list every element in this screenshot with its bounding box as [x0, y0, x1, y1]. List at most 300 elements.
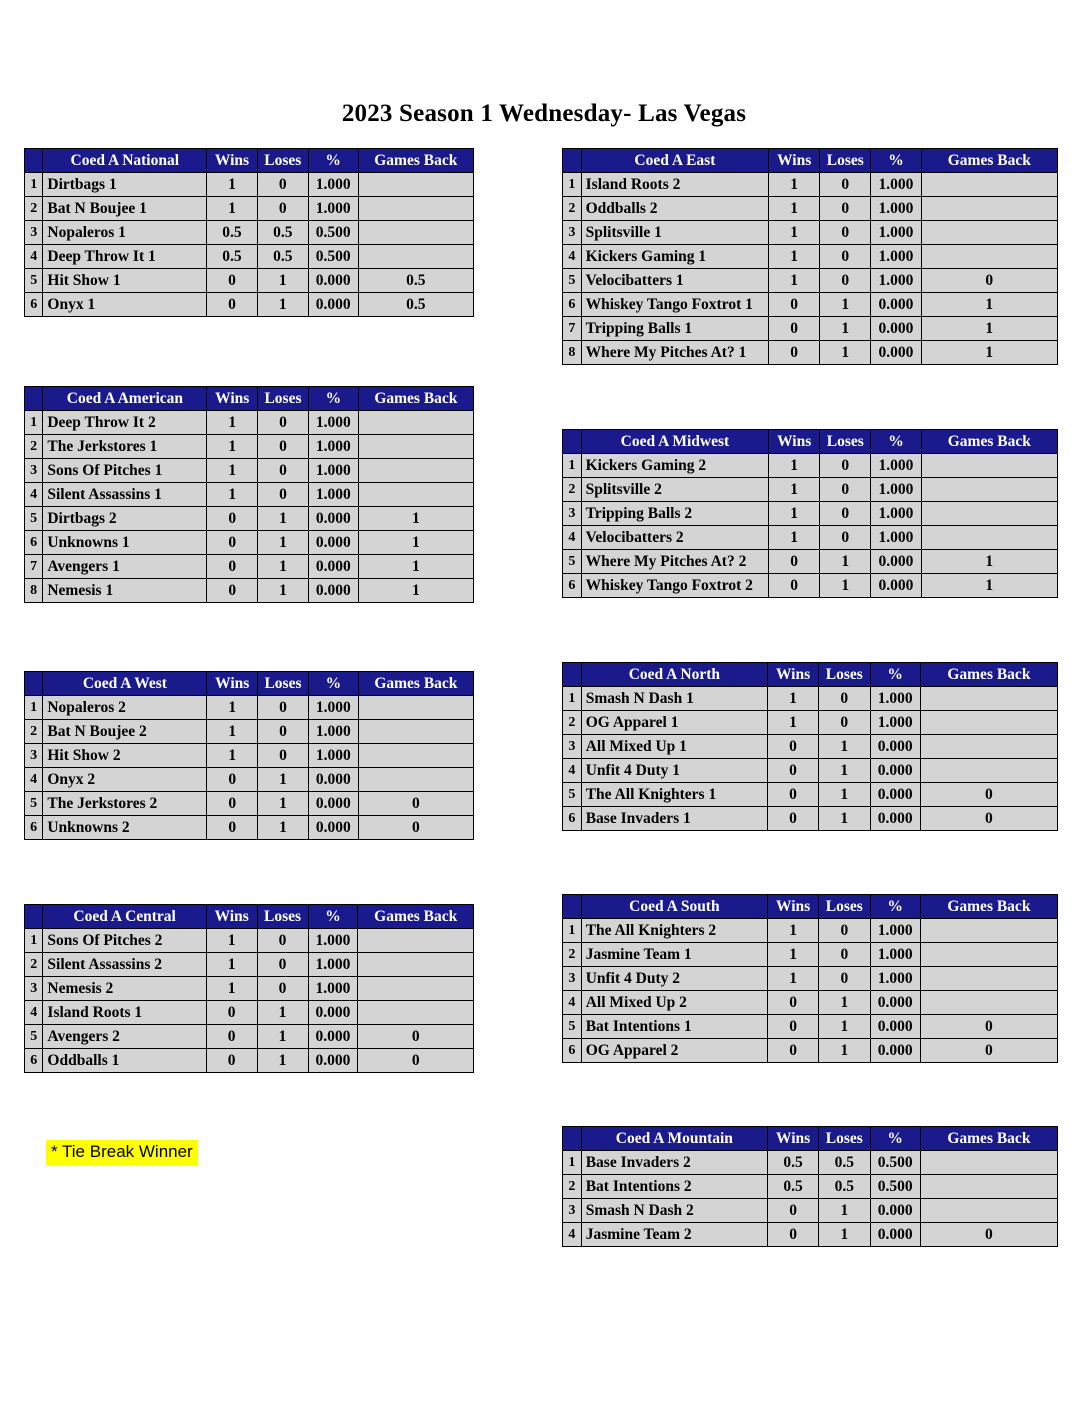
- table-row: [25, 483, 474, 507]
- table-row: [25, 555, 474, 579]
- row-rank: 3: [563, 967, 582, 991]
- wins-value: 0: [207, 507, 258, 531]
- rank-header: [25, 672, 43, 696]
- team-name: Bat Intentions 2: [581, 1175, 767, 1199]
- pct-header: %: [308, 905, 358, 929]
- pct-value: 1.000: [308, 977, 358, 1001]
- team-name: Smash N Dash 2: [581, 1199, 767, 1223]
- table-row: [563, 1223, 1058, 1247]
- row-rank: 5: [25, 1025, 43, 1049]
- pct-value: 0.000: [870, 735, 920, 759]
- pct-value: 1.000: [308, 744, 358, 768]
- team-name: Avengers 2: [43, 1025, 206, 1049]
- table-header-row: [25, 149, 474, 173]
- wins-header: Wins: [768, 663, 819, 687]
- standings-table-block: [562, 1126, 1058, 1247]
- row-rank: 2: [563, 943, 582, 967]
- wins-value: 1: [206, 977, 257, 1001]
- wins-value: 1: [207, 483, 258, 507]
- division-title: Coed A Midwest: [581, 430, 769, 454]
- standings-table: [562, 662, 1058, 831]
- wins-value: 1: [207, 720, 258, 744]
- standings-table: [562, 894, 1058, 1063]
- row-rank: 5: [25, 792, 43, 816]
- pct-header: %: [871, 430, 921, 454]
- row-rank: 4: [563, 991, 582, 1015]
- row-rank: 2: [563, 711, 582, 735]
- table-row: [563, 197, 1058, 221]
- wins-value: 0: [768, 1015, 819, 1039]
- pct-value: 0.000: [870, 1015, 920, 1039]
- wins-value: 1: [207, 435, 258, 459]
- wins-value: 1: [769, 173, 820, 197]
- pct-value: 1.000: [871, 197, 921, 221]
- table-row: [563, 687, 1058, 711]
- row-rank: 8: [25, 579, 43, 603]
- standings-table: [562, 1126, 1058, 1247]
- rank-header: [563, 1127, 582, 1151]
- loses-value: 1: [258, 792, 309, 816]
- loses-value: 1: [819, 807, 870, 831]
- loses-value: 1: [819, 1199, 870, 1223]
- wins-value: 0: [769, 317, 820, 341]
- table-header-row: [563, 149, 1058, 173]
- loses-value: 1: [257, 1025, 308, 1049]
- team-name: Whiskey Tango Foxtrot 1: [581, 293, 769, 317]
- loses-value: 1: [819, 735, 870, 759]
- loses-header: Loses: [257, 905, 308, 929]
- games-back-header: Games Back: [358, 672, 473, 696]
- games-back-value: 0: [358, 1025, 474, 1049]
- pct-value: 0.000: [308, 555, 358, 579]
- wins-value: 1: [769, 526, 820, 550]
- row-rank: 3: [25, 221, 43, 245]
- row-rank: 5: [563, 1015, 582, 1039]
- standings-table-block: [562, 429, 1058, 598]
- row-rank: 5: [25, 269, 43, 293]
- table-header-row: [25, 387, 474, 411]
- team-name: Where My Pitches At? 2: [581, 550, 769, 574]
- wins-value: 0: [769, 341, 820, 365]
- pct-value: 0.000: [308, 768, 358, 792]
- table-row: [25, 953, 474, 977]
- pct-value: 0.000: [308, 531, 358, 555]
- loses-value: 0: [819, 711, 870, 735]
- wins-value: 1: [769, 269, 820, 293]
- games-back-value: 1: [358, 507, 473, 531]
- row-rank: 1: [25, 696, 43, 720]
- wins-header: Wins: [768, 1127, 819, 1151]
- pct-value: 1.000: [871, 173, 921, 197]
- loses-value: 0: [819, 943, 870, 967]
- loses-value: 0: [820, 173, 871, 197]
- pct-value: 1.000: [308, 929, 358, 953]
- wins-value: 0: [207, 579, 258, 603]
- table-row: [563, 967, 1058, 991]
- pct-header: %: [308, 149, 358, 173]
- loses-value: 0: [820, 197, 871, 221]
- games-back-value: [921, 173, 1057, 197]
- rank-header: [563, 895, 582, 919]
- pct-value: 0.000: [308, 1001, 358, 1025]
- team-name: Nemesis 1: [43, 579, 207, 603]
- loses-value: 1: [819, 759, 870, 783]
- team-name: Deep Throw It 1: [43, 245, 207, 269]
- games-back-value: 1: [921, 341, 1057, 365]
- pct-value: 1.000: [870, 711, 920, 735]
- wins-header: Wins: [207, 149, 258, 173]
- games-back-value: [920, 759, 1057, 783]
- team-name: Jasmine Team 1: [581, 943, 767, 967]
- table-row: [563, 1199, 1058, 1223]
- table-row: [563, 991, 1058, 1015]
- rank-header: [563, 149, 582, 173]
- pct-value: 0.500: [870, 1151, 920, 1175]
- loses-value: 0.5: [819, 1151, 870, 1175]
- wins-value: 0: [207, 531, 258, 555]
- loses-value: 0: [258, 696, 309, 720]
- team-name: Onyx 2: [43, 768, 207, 792]
- team-name: Sons Of Pitches 1: [43, 459, 207, 483]
- pct-value: 1.000: [871, 478, 921, 502]
- table-row: [563, 478, 1058, 502]
- games-back-value: 0: [920, 807, 1057, 831]
- rank-header: [25, 149, 43, 173]
- table-row: [25, 173, 474, 197]
- wins-value: 0: [768, 759, 819, 783]
- games-back-value: [920, 919, 1057, 943]
- games-back-value: [358, 977, 474, 1001]
- row-rank: 4: [563, 245, 582, 269]
- team-name: Smash N Dash 1: [581, 687, 767, 711]
- pct-value: 0.000: [308, 507, 358, 531]
- row-rank: 4: [563, 759, 582, 783]
- loses-value: 0: [820, 502, 871, 526]
- wins-value: 1: [768, 919, 819, 943]
- pct-value: 0.000: [870, 1039, 920, 1063]
- row-rank: 2: [563, 1175, 582, 1199]
- team-name: Velocibatters 2: [581, 526, 769, 550]
- loses-value: 1: [820, 317, 871, 341]
- wins-value: 0: [206, 1001, 257, 1025]
- pct-value: 1.000: [871, 454, 921, 478]
- wins-value: 1: [769, 221, 820, 245]
- team-name: Tripping Balls 2: [581, 502, 769, 526]
- loses-value: 0: [820, 221, 871, 245]
- table-row: [25, 269, 474, 293]
- row-rank: 1: [563, 1151, 582, 1175]
- wins-value: 1: [769, 454, 820, 478]
- loses-value: 1: [820, 341, 871, 365]
- loses-value: 1: [820, 293, 871, 317]
- games-back-value: 0: [920, 783, 1057, 807]
- row-rank: 2: [563, 478, 582, 502]
- games-back-value: [358, 953, 474, 977]
- wins-value: 0: [207, 293, 258, 317]
- wins-value: 0: [769, 293, 820, 317]
- games-back-value: [358, 483, 473, 507]
- wins-value: 0: [206, 1049, 257, 1073]
- games-back-value: 1: [921, 574, 1057, 598]
- team-name: Oddballs 1: [43, 1049, 206, 1073]
- row-rank: 6: [25, 293, 43, 317]
- loses-header: Loses: [258, 672, 309, 696]
- games-back-value: [920, 991, 1057, 1015]
- row-rank: 1: [563, 919, 582, 943]
- wins-value: 1: [207, 173, 258, 197]
- pct-value: 1.000: [308, 459, 358, 483]
- loses-header: Loses: [258, 387, 309, 411]
- games-back-value: [921, 478, 1057, 502]
- table-header-row: [563, 895, 1058, 919]
- standings-table: [24, 148, 474, 317]
- row-rank: 6: [563, 574, 582, 598]
- row-rank: 8: [563, 341, 582, 365]
- table-row: [25, 696, 474, 720]
- rank-header: [25, 905, 43, 929]
- games-back-value: [920, 1151, 1057, 1175]
- games-back-value: 0: [920, 1039, 1057, 1063]
- games-back-value: [358, 929, 474, 953]
- pct-value: 0.000: [870, 1199, 920, 1223]
- games-back-header: Games Back: [920, 663, 1057, 687]
- wins-value: 0: [207, 269, 258, 293]
- table-row: [563, 1175, 1058, 1199]
- team-name: Unknowns 2: [43, 816, 207, 840]
- games-back-value: 1: [358, 531, 473, 555]
- team-name: Where My Pitches At? 1: [581, 341, 769, 365]
- team-name: Avengers 1: [43, 555, 207, 579]
- wins-value: 0: [207, 792, 258, 816]
- page-title: 2023 Season 1 Wednesday- Las Vegas: [341, 100, 747, 127]
- standings-table-block: [24, 386, 474, 603]
- row-rank: 4: [563, 1223, 582, 1247]
- team-name: Silent Assassins 2: [43, 953, 206, 977]
- table-header-row: [563, 430, 1058, 454]
- games-back-value: [921, 245, 1057, 269]
- games-back-value: [921, 221, 1057, 245]
- games-back-value: 0: [358, 792, 473, 816]
- pct-value: 0.000: [308, 269, 358, 293]
- team-name: Unfit 4 Duty 1: [581, 759, 767, 783]
- row-rank: 6: [25, 1049, 43, 1073]
- table-row: [25, 1001, 474, 1025]
- table-row: [563, 550, 1058, 574]
- pct-value: 1.000: [308, 197, 358, 221]
- loses-value: 0: [258, 435, 309, 459]
- table-row: [25, 792, 474, 816]
- games-back-value: [920, 687, 1057, 711]
- loses-value: 1: [819, 1223, 870, 1247]
- table-row: [25, 435, 474, 459]
- pct-value: 1.000: [308, 435, 358, 459]
- table-header-row: [25, 672, 474, 696]
- loses-value: 0: [820, 245, 871, 269]
- division-title: Coed A North: [581, 663, 767, 687]
- games-back-value: 1: [921, 550, 1057, 574]
- division-title: Coed A Mountain: [581, 1127, 767, 1151]
- team-name: Bat Intentions 1: [581, 1015, 767, 1039]
- wins-value: 1: [768, 967, 819, 991]
- row-rank: 5: [563, 550, 582, 574]
- pct-value: 0.000: [308, 1049, 358, 1073]
- pct-value: 1.000: [308, 411, 358, 435]
- wins-value: 1: [768, 711, 819, 735]
- team-name: All Mixed Up 2: [581, 991, 767, 1015]
- wins-value: 0.5: [768, 1151, 819, 1175]
- pct-value: 1.000: [870, 919, 920, 943]
- rank-header: [563, 663, 582, 687]
- division-title: Coed A Central: [43, 905, 206, 929]
- rank-header: [25, 387, 43, 411]
- row-rank: 3: [563, 502, 582, 526]
- pct-value: 1.000: [871, 269, 921, 293]
- loses-value: 1: [819, 1015, 870, 1039]
- standings-table-block: [562, 148, 1058, 365]
- wins-header: Wins: [207, 672, 258, 696]
- games-back-value: [921, 197, 1057, 221]
- loses-value: 0.5: [257, 245, 308, 269]
- loses-value: 0: [258, 483, 309, 507]
- team-name: Nopaleros 1: [43, 221, 207, 245]
- games-back-value: [358, 1001, 474, 1025]
- team-name: Onyx 1: [43, 293, 207, 317]
- games-back-value: [358, 435, 473, 459]
- pct-value: 0.000: [871, 574, 921, 598]
- loses-value: 0: [820, 526, 871, 550]
- wins-value: 0: [206, 1025, 257, 1049]
- loses-header: Loses: [819, 895, 870, 919]
- pct-value: 1.000: [308, 953, 358, 977]
- standings-table-block: [24, 904, 474, 1073]
- loses-value: 1: [257, 1001, 308, 1025]
- wins-value: 1: [207, 459, 258, 483]
- row-rank: 4: [25, 768, 43, 792]
- team-name: Dirtbags 1: [43, 173, 207, 197]
- loses-value: 0: [819, 967, 870, 991]
- pct-value: 1.000: [871, 526, 921, 550]
- table-row: [25, 459, 474, 483]
- games-back-value: 0.5: [358, 293, 473, 317]
- standings-table-block: [562, 894, 1058, 1063]
- rank-header: [563, 430, 582, 454]
- team-name: The All Knighters 2: [581, 919, 767, 943]
- loses-value: 0: [257, 929, 308, 953]
- table-row: [563, 341, 1058, 365]
- games-back-header: Games Back: [358, 387, 473, 411]
- team-name: Nopaleros 2: [43, 696, 207, 720]
- games-back-value: [920, 735, 1057, 759]
- standings-table-block: [562, 662, 1058, 831]
- table-row: [25, 531, 474, 555]
- table-row: [563, 269, 1058, 293]
- table-header-row: [25, 905, 474, 929]
- team-name: Deep Throw It 2: [43, 411, 207, 435]
- table-header-row: [563, 663, 1058, 687]
- table-row: [25, 1025, 474, 1049]
- row-rank: 2: [25, 197, 43, 221]
- games-back-header: Games Back: [358, 905, 474, 929]
- row-rank: 2: [25, 720, 43, 744]
- wins-value: 1: [769, 245, 820, 269]
- pct-value: 0.500: [308, 245, 358, 269]
- pct-value: 0.000: [308, 1025, 358, 1049]
- team-name: Kickers Gaming 1: [581, 245, 769, 269]
- pct-value: 0.000: [870, 807, 920, 831]
- table-row: [563, 735, 1058, 759]
- loses-value: 1: [258, 816, 309, 840]
- table-row: [563, 1015, 1058, 1039]
- loses-value: 0: [257, 197, 308, 221]
- loses-value: 1: [820, 574, 871, 598]
- games-back-value: [358, 768, 473, 792]
- wins-value: 0: [768, 807, 819, 831]
- row-rank: 3: [563, 735, 582, 759]
- games-back-value: 0: [920, 1015, 1057, 1039]
- standings-table-block: [24, 148, 474, 317]
- table-row: [563, 1151, 1058, 1175]
- table-row: [563, 173, 1058, 197]
- loses-value: 1: [257, 1049, 308, 1073]
- pct-value: 1.000: [308, 483, 358, 507]
- pct-value: 1.000: [871, 245, 921, 269]
- pct-value: 0.000: [870, 759, 920, 783]
- table-row: [25, 816, 474, 840]
- games-back-value: 0: [921, 269, 1057, 293]
- team-name: Unfit 4 Duty 2: [581, 967, 767, 991]
- games-back-value: 1: [358, 555, 473, 579]
- team-name: Unknowns 1: [43, 531, 207, 555]
- loses-value: 1: [257, 293, 308, 317]
- row-rank: 5: [563, 269, 582, 293]
- table-header-row: [563, 1127, 1058, 1151]
- loses-value: 0: [257, 173, 308, 197]
- loses-value: 0: [820, 478, 871, 502]
- table-row: [563, 759, 1058, 783]
- loses-value: 0.5: [257, 221, 308, 245]
- table-row: [25, 293, 474, 317]
- table-row: [563, 574, 1058, 598]
- pct-value: 0.000: [308, 579, 358, 603]
- loses-value: 1: [820, 550, 871, 574]
- wins-value: 0: [768, 1199, 819, 1223]
- loses-header: Loses: [257, 149, 308, 173]
- pct-value: 0.000: [871, 317, 921, 341]
- pct-value: 1.000: [871, 221, 921, 245]
- team-name: Base Invaders 2: [581, 1151, 767, 1175]
- table-row: [563, 711, 1058, 735]
- loses-value: 1: [819, 783, 870, 807]
- games-back-value: [921, 526, 1057, 550]
- team-name: Island Roots 1: [43, 1001, 206, 1025]
- table-row: [563, 502, 1058, 526]
- row-rank: 5: [563, 783, 582, 807]
- wins-value: 1: [207, 744, 258, 768]
- pct-header: %: [871, 149, 921, 173]
- pct-value: 0.000: [308, 792, 358, 816]
- row-rank: 3: [25, 459, 43, 483]
- row-rank: 3: [563, 221, 582, 245]
- games-back-value: [358, 173, 473, 197]
- loses-value: 0: [820, 454, 871, 478]
- team-name: Dirtbags 2: [43, 507, 207, 531]
- wins-value: 1: [206, 953, 257, 977]
- table-row: [563, 919, 1058, 943]
- wins-value: 1: [769, 478, 820, 502]
- loses-header: Loses: [819, 1127, 870, 1151]
- division-title: Coed A American: [43, 387, 207, 411]
- pct-header: %: [870, 663, 920, 687]
